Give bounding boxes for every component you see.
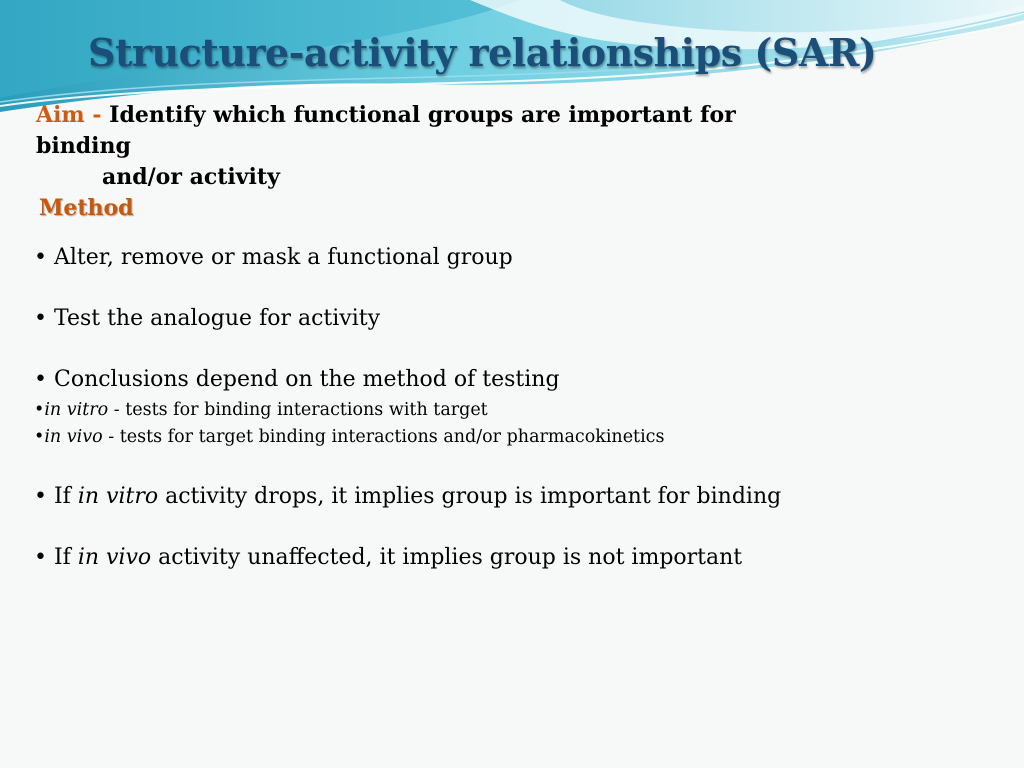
bullet-text: activity unaffected, it implies group is not important bbox=[151, 545, 743, 570]
aim-statement bbox=[36, 100, 836, 193]
bullet-marker: • bbox=[34, 245, 54, 270]
aim-text-line2: and/or activity bbox=[102, 164, 280, 190]
sub-bullet-text: - tests for target binding interactions and/or pharmacokinetics bbox=[102, 427, 665, 447]
bullet-italic: in vivo bbox=[77, 545, 152, 570]
bullet-marker: • bbox=[34, 306, 54, 331]
bullet-in-vivo-conclusion bbox=[34, 545, 742, 570]
bullet-marker: • bbox=[34, 545, 54, 570]
bullet-italic: in vitro bbox=[77, 484, 159, 509]
bullet-marker: • bbox=[34, 484, 54, 509]
bullet-conclusions bbox=[34, 367, 560, 392]
bullet-text: Alter, remove or mask a functional group bbox=[53, 245, 513, 270]
aim-text-line1: Identify which functional groups are important for binding bbox=[36, 102, 736, 159]
bullet-text: Test the analogue for activity bbox=[53, 306, 381, 331]
sub-bullet-in-vitro bbox=[34, 400, 488, 420]
sub-bullet-marker: • bbox=[34, 427, 45, 447]
sub-bullet-marker: • bbox=[34, 400, 45, 420]
bullet-text: Conclusions depend on the method of testing bbox=[53, 367, 560, 392]
sub-bullet-in-vivo bbox=[34, 427, 664, 447]
bullet-prefix: If bbox=[53, 484, 78, 509]
bullet-text: activity drops, it implies group is important for binding bbox=[158, 484, 782, 509]
aim-label: Aim - bbox=[36, 102, 110, 128]
method-heading: Method bbox=[39, 195, 134, 221]
bullet-marker: • bbox=[34, 367, 54, 392]
bullet-test bbox=[34, 306, 380, 331]
sub-bullet-text: - tests for binding interactions with target bbox=[108, 400, 488, 420]
bullet-alter bbox=[34, 245, 513, 270]
bullet-prefix: If bbox=[53, 545, 78, 570]
bullet-in-vitro-conclusion bbox=[34, 484, 781, 509]
sub-bullet-italic: in vitro bbox=[44, 400, 109, 420]
slide-title: Structure-activity relationships (SAR) bbox=[88, 30, 877, 75]
sub-bullet-italic: in vivo bbox=[44, 427, 103, 447]
